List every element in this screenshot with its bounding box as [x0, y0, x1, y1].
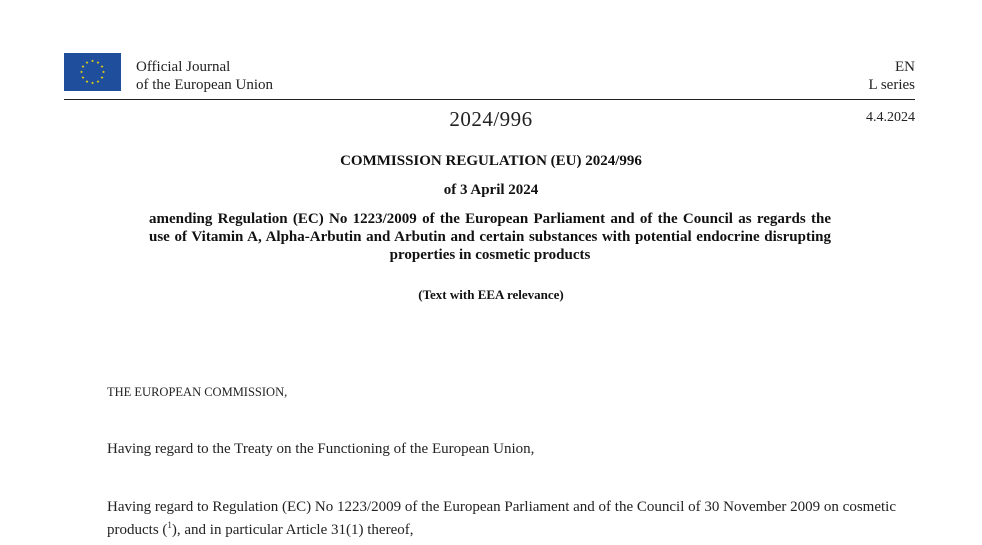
journal-name [136, 58, 273, 94]
flag-star [101, 76, 104, 79]
document-number: 2024/996 [449, 107, 533, 131]
recital-text-2: ), and in particular Article 31(1) thereof, [171, 522, 414, 538]
amending-subtitle: amending Regulation (EC) No 1223/2009 of the European Parliament and of the Council as regards the use of Vitamin A, Alpha-Arbutin and Arbutin and certain substances with potential endocrine disrupting properties in cosmetic products [149, 211, 831, 263]
journal-line-1: Official Journal [136, 59, 231, 75]
flag-star [91, 59, 94, 62]
recital-text-1: Having regard to Regulation (EC) No 1223/2009 of the European Parliament and of the Council of 30 November 2009 on cosmetic products ( [107, 499, 896, 538]
flag-star [102, 70, 105, 73]
flag-star [80, 70, 83, 73]
flag-star [96, 80, 99, 83]
flag-star [85, 80, 88, 83]
flag-star [91, 81, 94, 84]
eea-relevance: (Text with EEA relevance) [418, 287, 564, 302]
journal-line-2: of the European Union [136, 77, 274, 93]
flag-star [85, 61, 88, 64]
language-series [868, 58, 915, 94]
regulation-title: COMMISSION REGULATION (EU) 2024/996 [340, 153, 642, 169]
regulation-date: of 3 April 2024 [443, 182, 539, 198]
flag-star [96, 61, 99, 64]
flag-star [101, 65, 104, 68]
recital-treaty: Having regard to the Treaty on the Functioning of the European Union, [107, 441, 535, 457]
flag-star [81, 76, 84, 79]
publication-date: 4.4.2024 [866, 110, 915, 125]
commission-heading: THE EUROPEAN COMMISSION, [107, 385, 288, 399]
footnote-link[interactable]: 1 [167, 520, 172, 530]
series-label: L series [868, 77, 915, 93]
recital-regulation [107, 498, 897, 539]
eu-flag-icon [64, 53, 121, 91]
header-divider [64, 99, 915, 100]
flag-star [81, 65, 84, 68]
language-code: EN [895, 59, 915, 75]
